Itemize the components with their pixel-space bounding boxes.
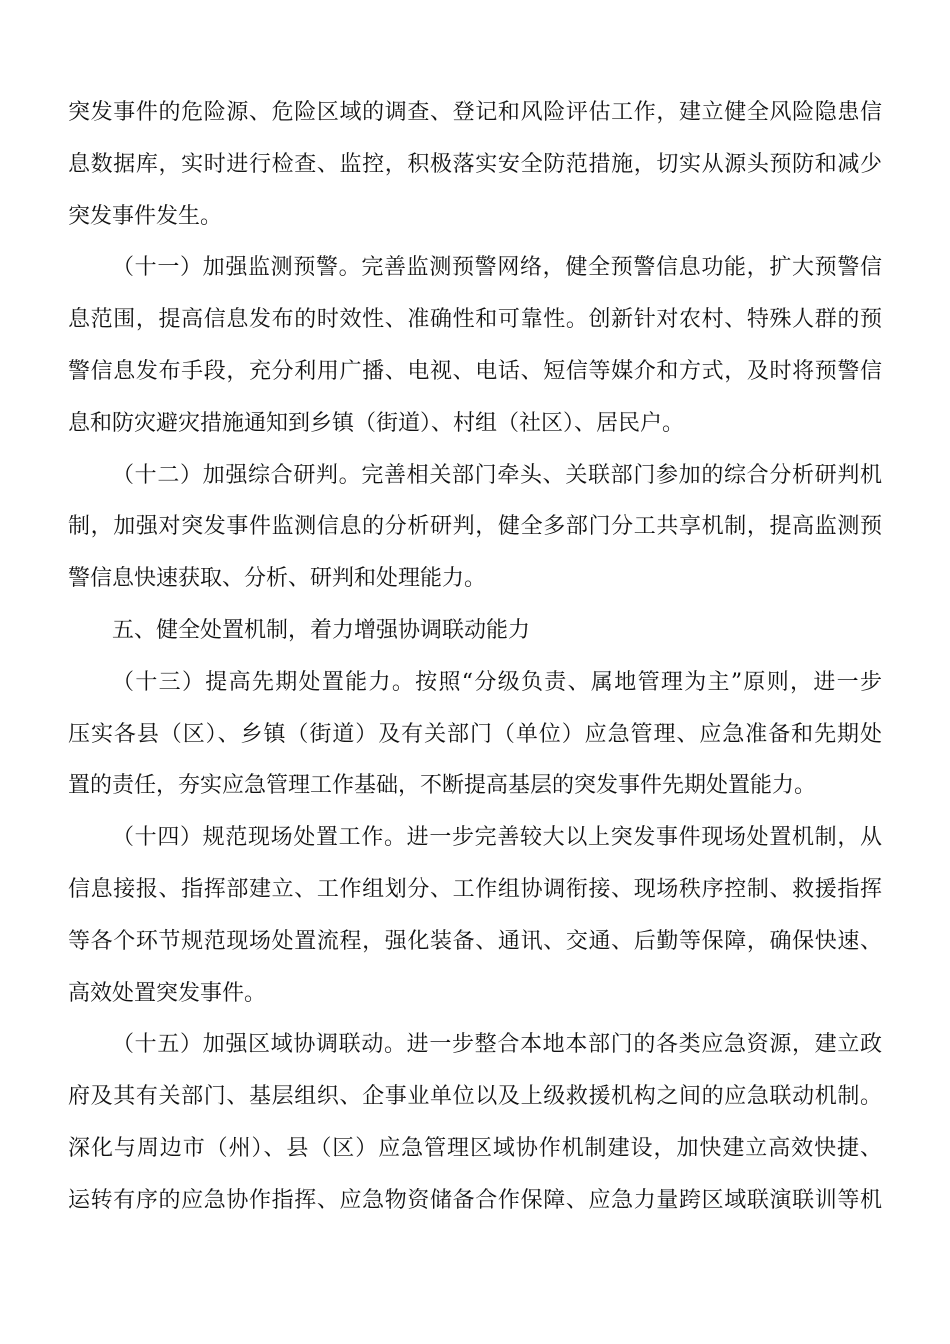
text-line: 运转有序的应急协作指挥、应急物资储备合作保障、应急力量跨区域联演联训等机	[68, 1187, 882, 1213]
paragraph-heading-line: （十二）加强综合研判。完善相关部门牵头、关联部门参加的综合分析研判机	[112, 462, 882, 488]
document-body	[68, 87, 882, 1227]
section-heading: 五、健全处置机制，着力增强协调联动能力	[112, 617, 531, 643]
paragraph-heading-line: （十五）加强区域协调联动。进一步整合本地本部门的各类应急资源，建立政	[112, 1032, 882, 1058]
text-line: 置的责任，夯实应急管理工作基础，不断提高基层的突发事件先期处置能力。	[68, 773, 817, 799]
text-line: 息和防灾避灾措施通知到乡镇（街道）、村组（社区）、居民户。	[68, 410, 685, 436]
text-line: 息范围，提高信息发布的时效性、准确性和可靠性。创新针对农村、特殊人群的预	[68, 307, 882, 333]
text-line: 突发事件的危险源、危险区域的调查、登记和风险评估工作，建立健全风险隐患信	[68, 100, 882, 125]
paragraph-heading-line: （十四）规范现场处置工作。进一步完善较大以上突发事件现场处置机制，从	[112, 825, 882, 851]
text-line: 高效处置突发事件。	[68, 980, 267, 1006]
paragraph-heading-line: （十三）提高先期处置能力。按照“分级负责、属地管理为主”原则，进一步	[112, 669, 882, 695]
text-line: 信息接报、指挥部建立、工作组划分、工作组协调衔接、现场秩序控制、救援指挥	[68, 876, 882, 902]
text-line: 深化与周边市（州）、县（区）应急管理区域协作机制建设，加快建立高效快捷、	[68, 1135, 882, 1161]
text-line: 息数据库，实时进行检查、监控，积极落实安全防范措施，切实从源头预防和减少	[68, 151, 882, 177]
text-line: 警信息发布手段，充分利用广播、电视、电话、短信等媒介和方式，及时将预警信	[68, 358, 882, 384]
paragraph-heading-line: （十一）加强监测预警。完善监测预警网络，健全预警信息功能，扩大预警信	[112, 255, 882, 281]
text-line: 突发事件发生。	[68, 203, 223, 229]
text-line: 压实各县（区）、乡镇（街道）及有关部门（单位）应急管理、应急准备和先期处	[68, 721, 882, 747]
text-line: 警信息快速获取、分析、研判和处理能力。	[68, 566, 487, 592]
text-line: 府及其有关部门、基层组织、企事业单位以及上级救援机构之间的应急联动机制。	[68, 1084, 882, 1110]
text-line: 等各个环节规范现场处置流程，强化装备、通讯、交通、后勤等保障，确保快速、	[68, 928, 882, 954]
text-line: 制，加强对突发事件监测信息的分析研判，健全多部门分工共享机制，提高监测预	[68, 514, 882, 540]
